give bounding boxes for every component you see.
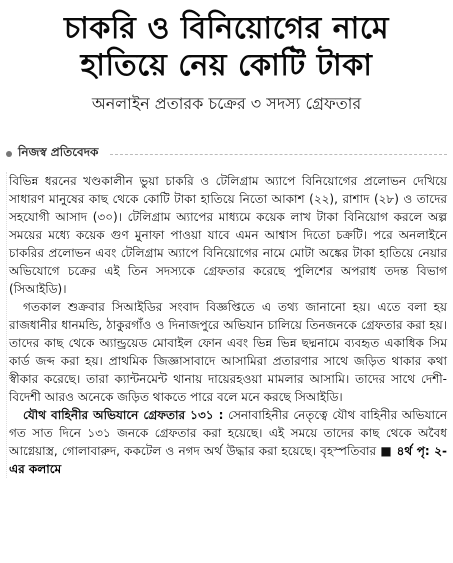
article-paragraph-2: গতকাল শুক্রবার সিআইডির সংবাদ বিজ্ঞপ্তিতে এ তথ্য জানানো হয়। এতে বলা হয় রাজধানীর ধানমন্ডি, ঠাকুরগাঁও ও দিনাজপুরে অভিযান চালিয়ে তিনজনকে গ্রেফতার করা হয়। তাদের কাছ থেকে অ্যান্ড্রয়েড মোবাইল ফোন এবং ভিন্ন ভিন্ন ছদ্মনামে ব্যবহৃত একাধিক সিম কার্ড জব্দ করা হয়। প্রাথমিক জিজ্ঞাসাবাদে আসামিরা প্রতারণার সাথে জড়িত থাকার কথা স্বীকার করেছে। তারা ক্যান্টনমেন্ট থানায় দায়েরহওয়া মামলার আসামি। তাদের সাথে দেশী-বিদেশী আরও অনেকে জড়িত থাকতে পারে বলে মনে করছে সিআইডি।: [9, 300, 447, 404]
headline-line-1: চাকরি ও বিনিয়োগের নামে: [63, 11, 390, 46]
article-paragraph-3-text: সেনাবাহিনীর নেতৃত্বে যৌথ বাহিনীর অভিযানে গত সাত দিনে ১৩১ জনকে গ্রেফতার করা হয়েছে। এই সময়ে তাদের কাছ থেকে অবৈধ আগ্নেয়াস্ত্র, গোলাবারুদ, ককটেল ও নগদ অর্থ উদ্ধার করা হয়েছে। বৃহস্পতিবার: [9, 408, 448, 458]
headline-line-2: হাতিয়ে নেয় কোটি টাকা: [80, 47, 373, 83]
byline-divider: [110, 154, 447, 155]
article-paragraph-1: বিভিন্ন ধরনের খণ্ডকালীন ভুয়া চাকরি ও টেলিগ্রাম অ্যাপে বিনিয়োগের প্রলোভন দেখিয়ে সাধারণ মানুষের কাছ থেকে কোটি টাকা হাতিয়ে নিতো আকাশ (২২), রাশাদ (২৮) ও তাদের সহযোগী আসাদ (৩০)। টেলিগ্রাম অ্যাপের মাধ্যমে কয়েক লাখ টাকা বিনিয়োগ করলে অল্প সময়ের মধ্যে কয়েক গুণ মুনাফা পাওয়া যাবে এমন আশ্বাস দিতো চক্রটি। পরে অনলাইনে চাকরির প্রলোভন এবং টেলিগ্রাম অ্যাপে বিনিয়োগের নামে মোটা অঙ্কের টাকা হাতিয়ে নেয়ার অভিযোগে চক্রের এই তিন সদস্যকে গ্রেফতার করেছে পুলিশের অপরাধ তদন্ত বিভাগ (সিআইডি)।: [9, 174, 447, 296]
article-body: [6, 172, 447, 478]
subheadline: অনলাইন প্রতারক চক্রের ৩ সদস্য গ্রেফতার: [91, 94, 362, 113]
article-subheading: যৌথ বাহিনীর অভিযানে গ্রেফতার ১৩১ :: [23, 408, 224, 422]
byline: নিজস্ব প্রতিবেদক: [18, 145, 99, 159]
article-paragraph-3: [9, 406, 447, 478]
continued-on-page: ৪র্থ পৃ: ২-এর কলামে: [9, 444, 447, 476]
continued-arrow-icon: ■: [380, 444, 397, 458]
bullet-icon: [6, 151, 12, 157]
byline-row: [6, 144, 447, 164]
